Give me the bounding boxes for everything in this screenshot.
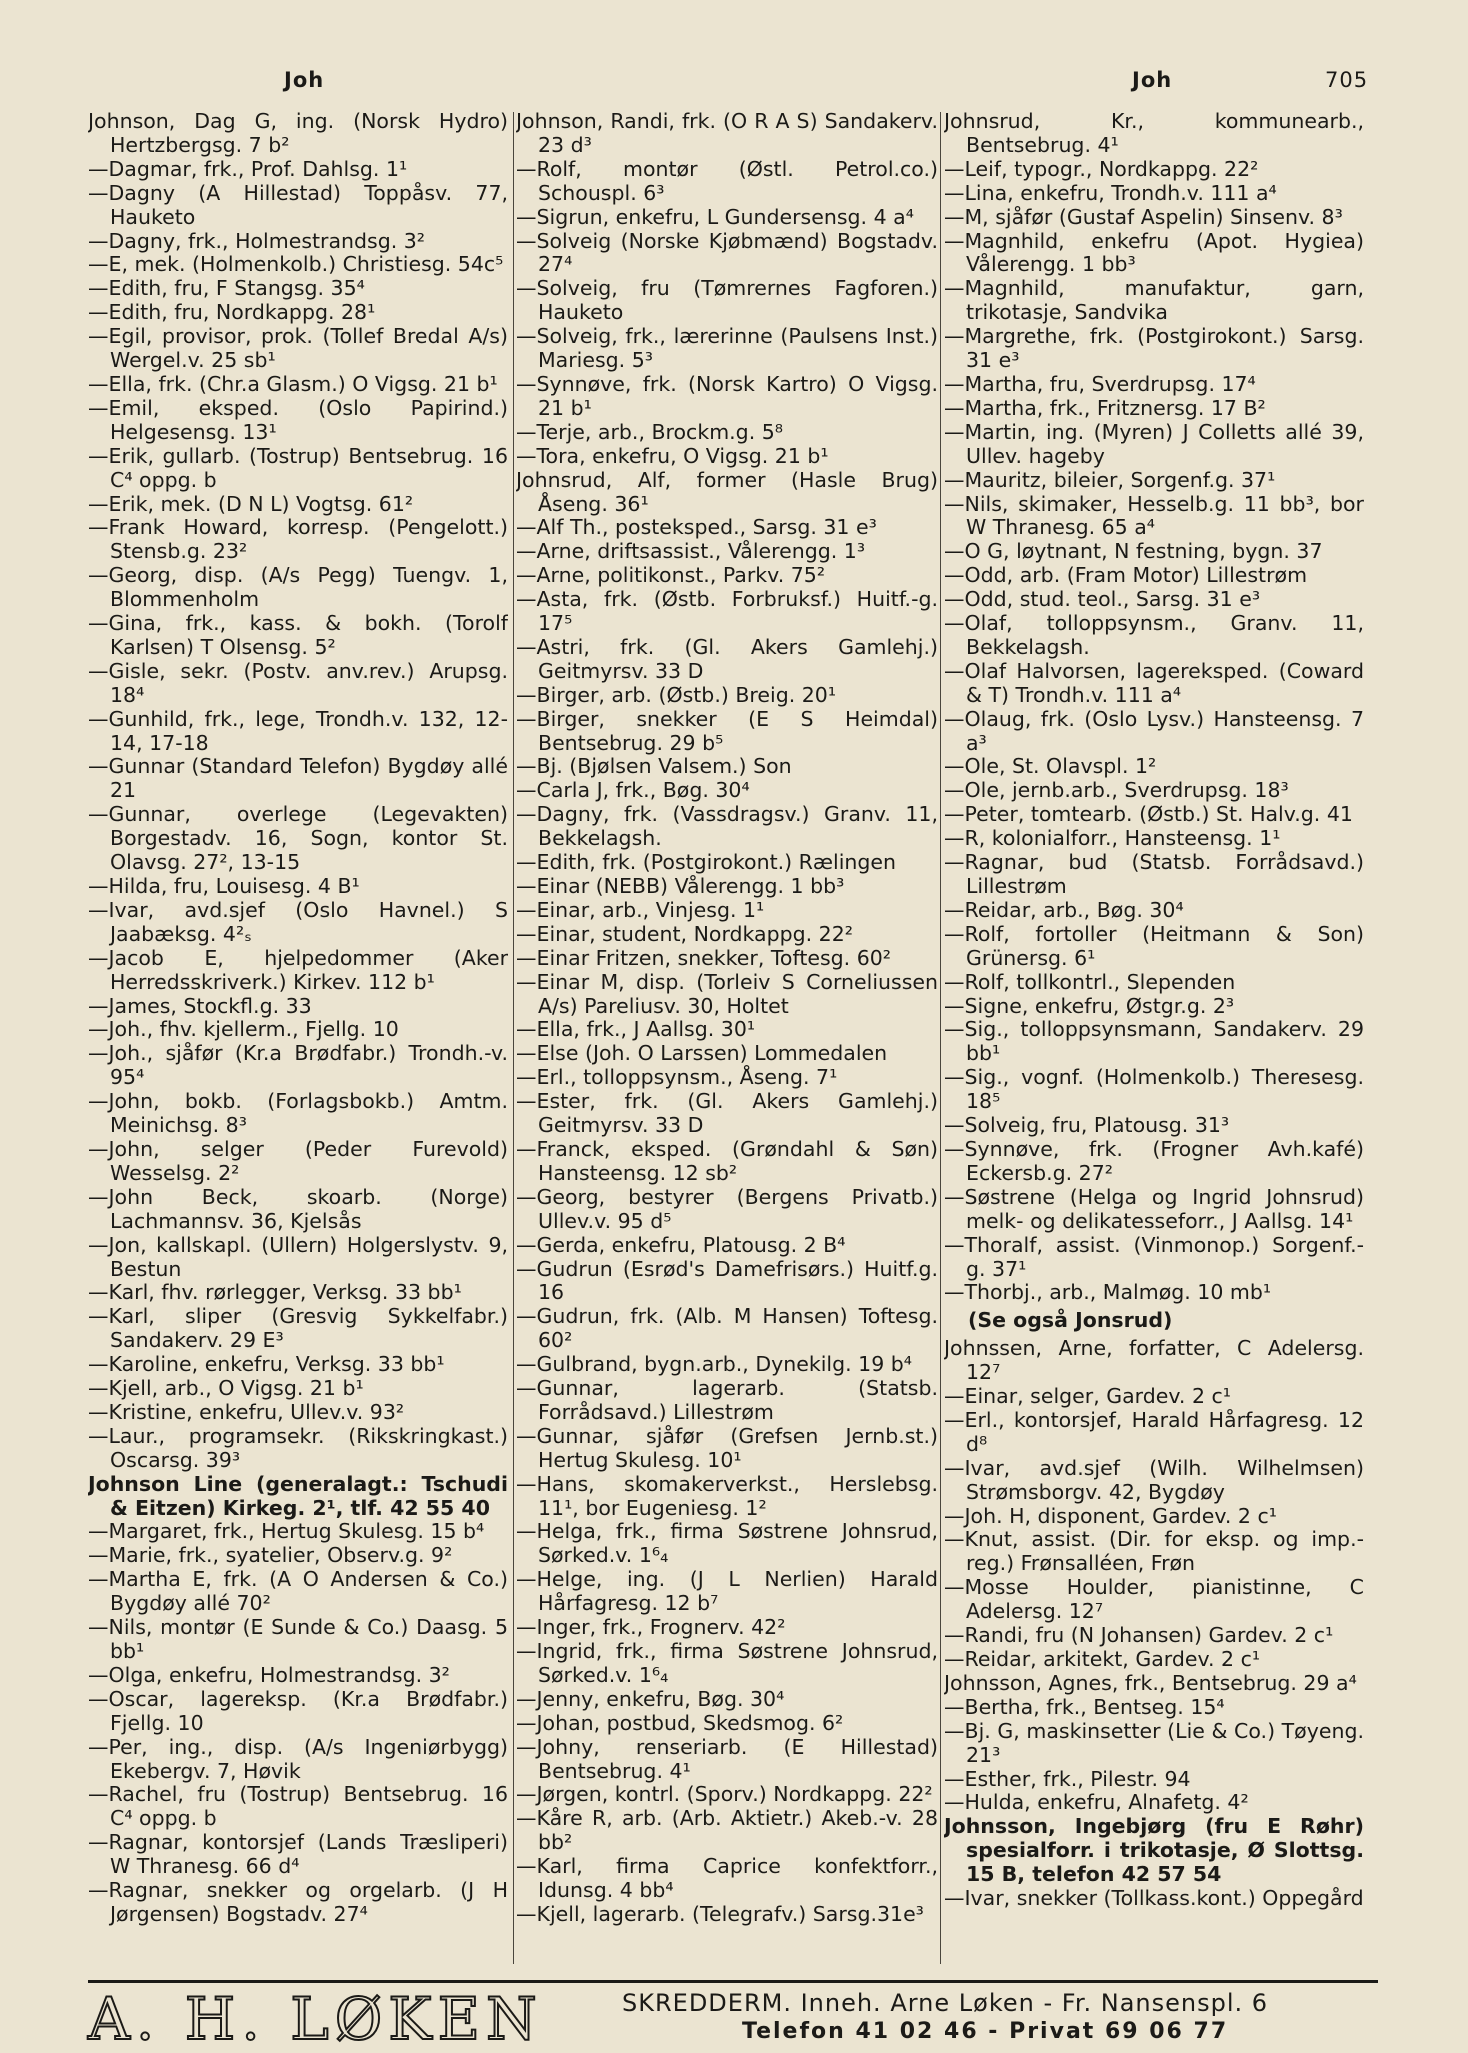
directory-entry: —Hulda, enkefru, Alnafetg. 4²	[944, 1790, 1249, 1815]
directory-entry: Johnsson, Agnes, frk., Bentsebrug. 29 a⁴	[944, 1670, 1357, 1695]
directory-entry: —Birger, snekker (E S Heimdal) Bentsebrug. 29 b⁵	[516, 706, 938, 755]
directory-entry: —Johny, renseriarb. (E Hillestad) Bentsebrug. 4¹	[516, 1734, 938, 1783]
directory-entry: —Rachel, fru (Tostrup) Bentsebrug. 16 C⁴ oppg. b	[88, 1782, 508, 1831]
directory-entry: —Synnøve, frk. (Frogner Avh.kafé) Eckersb.g. 27²	[944, 1136, 1364, 1185]
directory-entry: —Franck, eksped. (Grøndahl & Søn) Hansteensg. 12 sb²	[516, 1136, 938, 1185]
directory-entry: —Edith, fru, Nordkappg. 28¹	[88, 300, 376, 325]
directory-entry: —Kjell, arb., O Vigsg. 21 b¹	[88, 1376, 364, 1401]
directory-entry: —Søstrene (Helga og Ingrid Johnsrud) melk- og delikatesseforr., J Aallsg. 14¹	[944, 1184, 1364, 1233]
directory-entry: —Ivar, snekker (Tollkass.kont.) Oppegård	[944, 1886, 1364, 1911]
cross-reference-note: (Se også Jonsrud)	[968, 1308, 1173, 1333]
directory-entry: —Gudrun, frk. (Alb. M Hansen) Toftesg. 60²	[516, 1304, 938, 1353]
directory-entry: —Birger, arb. (Østb.) Breig. 20¹	[516, 682, 837, 707]
directory-entry: —Ester, frk. (Gl. Akers Gamlehj.) Geitmyrsv. 33 D	[516, 1089, 938, 1138]
directory-entry: —Gina, frk., kass. & bokh. (Torolf Karlsen) T Olsensg. 5²	[88, 611, 508, 659]
directory-entry: —James, Stockfl.g. 33	[88, 993, 312, 1018]
directory-entry: —Solveig, frk., lærerinne (Paulsens Inst.) Mariesg. 5³	[516, 324, 938, 373]
directory-entry: —Oscar, lagereksp. (Kr.a Brødfabr.) Fjellg. 10	[88, 1686, 508, 1735]
column-divider	[940, 112, 941, 1964]
directory-entry: Johnson, Dag G, ing. (Norsk Hydro) Hertzbergsg. 7 b²	[88, 110, 508, 157]
directory-entry: —Knut, assist. (Dir. for eksp. og imp.-reg.) Frønsalléen, Frøn	[944, 1527, 1364, 1576]
directory-entry: —Edith, fru, F Stangsg. 35⁴	[88, 276, 365, 301]
directory-entry: —Ella, frk. (Chr.a Glasm.) O Vigsg. 21 b¹	[88, 371, 498, 396]
directory-entry: —Gunnar, lagerarb. (Statsb. Forrådsavd.) Lillestrøm	[516, 1376, 938, 1424]
directory-entry: —Nils, montør (E Sunde & Co.) Daasg. 5 bb¹	[88, 1615, 508, 1663]
running-head-right: Joh	[1132, 68, 1173, 92]
directory-entry: —Gunnar, overlege (Legevakten) Borgestadv. 16, Sogn, kontor St. Olavsg. 27², 13-15	[88, 802, 508, 875]
directory-entry: —Asta, frk. (Østb. Forbruksf.) Huitf.-g. 17⁵	[516, 587, 938, 636]
directory-entry: —Ivar, avd.sjef (Wilh. Wilhelmsen) Strømsborgv. 42, Bygdøy	[944, 1455, 1364, 1504]
directory-entry: —Rolf, tollkontrl., Slependen	[944, 969, 1236, 994]
directory-entry: —Einar (NEBB) Vålerengg. 1 bb³	[516, 874, 845, 898]
directory-entry: —Olaf Halvorsen, lagereksped. (Coward & T) Trondh.v. 111 a⁴	[944, 658, 1364, 707]
directory-entry: —Hans, skomakerverkst., Herslebsg. 11¹, bor Eugeniesg. 1²	[516, 1471, 938, 1520]
directory-entry: —Inger, frk., Frognerv. 42²	[516, 1615, 786, 1640]
directory-entry: —Odd, stud. teol., Sarsg. 31 e³	[944, 587, 1261, 612]
directory-entry: —Martha, frk., Fritznersg. 17 B²	[944, 395, 1266, 420]
directory-entry: —Else (Joh. O Larssen) Lommedalen	[516, 1041, 888, 1066]
directory-entry: —Einar Fritzen, snekker, Toftesg. 60²	[516, 945, 891, 970]
directory-entry: —Solveig, fru (Tømrernes Fagforen.) Hauketo	[516, 276, 938, 325]
directory-entry: —Erl., kontorsjef, Harald Hårfagresg. 12 d⁸	[944, 1407, 1364, 1456]
directory-entry: —R, kolonialforr., Hansteensg. 1¹	[944, 826, 1281, 851]
column-divider	[513, 112, 514, 1964]
directory-entry: —Jon, kallskapl. (Ullern) Holgerslystv. 9, Bestun	[88, 1232, 508, 1281]
directory-entry: —Rolf, fortoller (Heitmann & Son) Grünersg. 6¹	[944, 921, 1364, 970]
directory-entry: —Jørgen, kontrl. (Sporv.) Nordkappg. 22²	[516, 1782, 933, 1807]
directory-entry: —Joh., fhv. kjellerm., Fjellg. 10	[88, 1017, 399, 1042]
directory-entry: —Martha, fru, Sverdrupsg. 17⁴	[944, 371, 1256, 396]
directory-entry: —Einar M, disp. (Torleiv S Corneliussen A/s) Pareliusv. 30, Holtet	[516, 969, 938, 1018]
directory-entry: —Rolf, montør (Østl. Petrol.co.) Schouspl. 6³	[516, 156, 938, 205]
directory-entry: —Edith, frk. (Postgirokont.) Rælingen	[516, 850, 897, 875]
directory-entry: —Emil, eksped. (Oslo Papirind.) Helgesensg. 13¹	[88, 395, 508, 444]
directory-entry: —Kristine, enkefru, Ullev.v. 93²	[88, 1399, 405, 1424]
directory-entry: —Magnhild, enkefru (Apot. Hygiea) Vålerengg. 1 bb³	[944, 228, 1364, 277]
directory-entry: —Marie, frk., syatelier, Observ.g. 9²	[88, 1543, 453, 1568]
directory-entry: —Dagny (A Hillestad) Toppåsv. 77, Hauketo	[88, 180, 508, 229]
directory-entry: —Margaret, frk., Hertug Skulesg. 15 b⁴	[88, 1519, 485, 1544]
directory-entry: —E, mek. (Holmenkolb.) Christiesg. 54c⁵	[88, 252, 504, 277]
directory-entry: —Reidar, arb., Bøg. 30⁴	[944, 897, 1184, 922]
directory-entry: Johnsrud, Kr., kommunearb., Bentsebrug. 4¹	[944, 110, 1364, 157]
directory-entry: Johnsson, Ingebjørg (fru E Røhr) spesialforr. i trikotasje, Ø Slottsg. 15 B, telefon 42 57 54	[944, 1814, 1364, 1887]
directory-entry: —Einar, selger, Gardev. 2 c¹	[944, 1384, 1231, 1409]
directory-entry: —M, sjåfør (Gustaf Aspelin) Sinsenv. 8³	[944, 204, 1343, 229]
directory-entry: —Bj. G, maskinsetter (Lie & Co.) Tøyeng. 21³	[944, 1718, 1364, 1767]
directory-entry: —Kjell, lagerarb. (Telegrafv.) Sarsg.31e³	[516, 1901, 924, 1926]
directory-entry: —Jenny, enkefru, Bøg. 30⁴	[516, 1686, 785, 1711]
directory-entry: —Magnhild, manufaktur, garn, trikotasje, Sandvika	[944, 276, 1364, 325]
directory-entry: —Egil, provisor, prok. (Tollef Bredal A/s) Wergel.v. 25 sb¹	[88, 324, 508, 373]
directory-entry: —John, bokb. (Forlagsbokb.) Amtm. Meinichsg. 8³	[88, 1089, 508, 1138]
directory-entry: —Olga, enkefru, Holmestrandsg. 3²	[88, 1662, 450, 1687]
directory-entry: —Gunnar, sjåfør (Grefsen Jernb.st.) Hertug Skulesg. 10¹	[516, 1423, 938, 1472]
running-head-left: Joh	[284, 68, 325, 92]
directory-entry: —Margrethe, frk. (Postgirokont.) Sarsg. 31 e³	[944, 324, 1364, 373]
directory-entry: —Ivar, avd.sjef (Oslo Havnel.) S Jaabæksg. 4²ₛ	[88, 897, 508, 946]
directory-entry: —Georg, bestyrer (Bergens Privatb.) Ullev.v. 95 d⁵	[516, 1184, 938, 1233]
directory-column-1	[88, 110, 508, 1970]
directory-entry: —Lina, enkefru, Trondh.v. 111 a⁴	[944, 180, 1277, 205]
directory-entry: —Einar, arb., Vinjesg. 1¹	[516, 897, 765, 922]
directory-entry: —Arne, driftsassist., Vålerengg. 1³	[516, 539, 866, 564]
directory-entry: —Signe, enkefru, Østgr.g. 2³	[944, 993, 1235, 1018]
directory-entry: —Gunhild, frk., lege, Trondh.v. 132, 12-14, 17-18	[88, 706, 508, 755]
directory-entry: —Ragnar, kontorsjef (Lands Træsliperi) W Thranesg. 66 d⁴	[88, 1830, 508, 1879]
directory-entry: —John, selger (Peder Furevold) Wesselsg. 2²	[88, 1136, 508, 1185]
directory-entry: —Frank Howard, korresp. (Pengelott.) Stensb.g. 23²	[88, 515, 508, 564]
directory-entry: —Gisle, sekr. (Postv. anv.rev.) Arupsg. 18⁴	[88, 658, 508, 707]
advertisement-footer	[88, 1980, 1378, 2053]
directory-column-2	[516, 110, 938, 1970]
ad-line-phone: Telefon 41 02 46 - Privat 69 06 77	[742, 2019, 1229, 2044]
directory-entry: —Einar, student, Nordkappg. 22²	[516, 921, 853, 946]
directory-entry: —Erik, mek. (D N L) Vogtsg. 61²	[88, 491, 414, 516]
directory-entry: —Sig., tolloppsynsmann, Sandakerv. 29 bb¹	[944, 1017, 1364, 1066]
directory-entry: —Gudrun (Esrød's Damefrisørs.) Huitf.g. 16	[516, 1256, 938, 1305]
directory-entry: —Tora, enkefru, O Vigsg. 21 b¹	[516, 443, 829, 468]
directory-entry: —Kåre R, arb. (Arb. Aktietr.) Akeb.-v. 28 bb²	[516, 1806, 938, 1855]
directory-entry: —Helge, ing. (J L Nerlien) Harald Hårfagresg. 12 b⁷	[516, 1567, 938, 1616]
directory-entry: —Odd, arb. (Fram Motor) Lillestrøm	[944, 563, 1308, 588]
directory-entry: —Johan, postbud, Skedsmog. 6²	[516, 1710, 844, 1735]
directory-entry: —Peter, tomtearb. (Østb.) St. Halv.g. 41	[944, 802, 1353, 827]
directory-entry: —Erik, gullarb. (Tostrup) Bentsebrug. 16 C⁴ oppg. b	[88, 443, 508, 492]
directory-entry: —Esther, frk., Pilestr. 94	[944, 1766, 1191, 1791]
directory-entry: —Dagmar, frk., Prof. Dahlsg. 1¹	[88, 156, 408, 181]
directory-column-3	[944, 110, 1364, 1970]
directory-entry: —Karl, fhv. rørlegger, Verksg. 33 bb¹	[88, 1280, 462, 1305]
directory-entry: —Erl., tolloppsynsm., Åseng. 7¹	[516, 1065, 838, 1090]
directory-entry: —Ole, St. Olavspl. 1²	[944, 754, 1157, 779]
directory-entry: —Gulbrand, bygn.arb., Dynekilg. 19 b⁴	[516, 1352, 912, 1377]
directory-entry: —Martin, ing. (Myren) J Colletts allé 39, Ullev. hageby	[944, 419, 1364, 468]
directory-entry: —Synnøve, frk. (Norsk Kartro) O Vigsg. 21 b¹	[516, 371, 938, 420]
directory-entry: —Karl, firma Caprice konfektforr., Idunsg. 4 bb⁴	[516, 1854, 938, 1903]
company-logo: A. H. LØKEN	[88, 1985, 543, 2053]
page-number: 705	[1325, 68, 1369, 92]
directory-entry: —Olaf, tolloppsynsm., Granv. 11, Bekkelagsh.	[944, 611, 1364, 659]
directory-entry: —Ragnar, snekker og orgelarb. (J H Jørgensen) Bogstadv. 27⁴	[88, 1878, 508, 1926]
directory-entry: Johnsrud, Alf, former (Hasle Brug) Åseng. 36¹	[516, 467, 938, 516]
directory-entry: —Nils, skimaker, Hesselb.g. 11 bb³, bor W Thranesg. 65 a⁴	[944, 491, 1364, 540]
directory-entry: —Terje, arb., Brockm.g. 5⁸	[516, 419, 783, 444]
directory-entry: —Astri, frk. (Gl. Akers Gamlehj.) Geitmyrsv. 33 D	[516, 634, 938, 683]
directory-entry: —Leif, typogr., Nordkappg. 22²	[944, 156, 1259, 181]
directory-entry: —Solveig (Norske Kjøbmænd) Bogstadv. 27⁴	[516, 228, 938, 277]
directory-entry: —Karoline, enkefru, Verksg. 33 bb¹	[88, 1352, 445, 1377]
directory-entry: —Thoralf, assist. (Vinmonop.) Sorgenf.-g. 37¹	[944, 1232, 1364, 1281]
directory-entry: —Dagny, frk. (Vassdragsv.) Granv. 11, Bekkelagsh.	[516, 802, 938, 851]
directory-entry: —Hilda, fru, Louisesg. 4 B¹	[88, 874, 360, 898]
directory-entry: —Thorbj., arb., Malmøg. 10 mb¹	[944, 1280, 1272, 1305]
directory-entry: —Karl, sliper (Gresvig Sykkelfabr.) Sandakerv. 29 E³	[88, 1304, 508, 1353]
directory-entry: —Mosse Houlder, pianistinne, C Adelersg. 12⁷	[944, 1575, 1364, 1624]
directory-entry: —Solveig, fru, Platousg. 31³	[944, 1113, 1230, 1138]
directory-entry: Johnson, Randi, frk. (O R A S) Sandakerv. 23 d³	[516, 110, 938, 157]
directory-entry: —Georg, disp. (A/s Pegg) Tuengv. 1, Blommenholm	[88, 563, 508, 612]
directory-entry: —Olaug, frk. (Oslo Lysv.) Hansteensg. 7 a³	[944, 706, 1364, 755]
directory-entry: —Joh., sjåfør (Kr.a Brødfabr.) Trondh.-v. 95⁴	[88, 1041, 508, 1090]
directory-entry: —Gunnar (Standard Telefon) Bygdøy allé 21	[88, 754, 508, 803]
directory-entry: —Ingrid, frk., firma Søstrene Johnsrud, Sørked.v. 1⁶₄	[516, 1639, 938, 1687]
directory-entry: Johnssen, Arne, forfatter, C Adelersg. 12⁷	[944, 1336, 1364, 1385]
directory-entry: —Laur., programsekr. (Rikskringkast.) Oscarsg. 39³	[88, 1423, 508, 1472]
directory-entry: —Carla J, frk., Bøg. 30⁴	[516, 778, 750, 803]
directory-entry: Johnson Line (generalagt.: Tschudi & Eitzen) Kirkeg. 2¹, tlf. 42 55 40	[88, 1471, 508, 1520]
directory-entry: —Ole, jernb.arb., Sverdrupsg. 18³	[944, 778, 1289, 803]
directory-entry: —Per, ing., disp. (A/s Ingeniørbygg) Ekebergv. 7, Høvik	[88, 1734, 508, 1783]
directory-entry: —Sig., vognf. (Holmenkolb.) Theresesg. 18⁵	[944, 1065, 1364, 1114]
directory-entry: —Mauritz, bileier, Sorgenf.g. 37¹	[944, 467, 1276, 492]
directory-entry: —John Beck, skoarb. (Norge) Lachmannsv. 36, Kjelsås	[88, 1184, 508, 1233]
directory-entry: —Bj. (Bjølsen Valsem.) Son	[516, 754, 792, 779]
directory-entry: —Randi, fru (N Johansen) Gardev. 2 c¹	[944, 1623, 1334, 1648]
directory-entry: —Reidar, arkitekt, Gardev. 2 c¹	[944, 1647, 1261, 1671]
ad-line-address: SKREDDERM. Inneh. Arne Løken - Fr. Nansenspl. 6	[622, 1989, 1269, 2017]
directory-entry: —Sigrun, enkefru, L Gundersensg. 4 a⁴	[516, 204, 914, 229]
directory-entry: —O G, løytnant, N festning, bygn. 37	[944, 539, 1323, 564]
directory-entry: —Jacob E, hjelpedommer (Aker Herredsskriverk.) Kirkev. 112 b¹	[88, 945, 508, 994]
directory-entry: —Arne, politikonst., Parkv. 75²	[516, 563, 826, 588]
directory-entry: —Martha E, frk. (A O Andersen & Co.) Bygdøy allé 70²	[88, 1567, 508, 1616]
directory-entry: —Ella, frk., J Aallsg. 30¹	[516, 1017, 756, 1042]
directory-entry: —Ragnar, bud (Statsb. Forrådsavd.) Lillestrøm	[944, 850, 1364, 898]
directory-entry: —Bertha, frk., Bentseg. 15⁴	[944, 1694, 1225, 1719]
directory-entry: —Helga, frk., firma Søstrene Johnsrud, Sørked.v. 1⁶₄	[516, 1519, 938, 1568]
directory-entry: —Dagny, frk., Holmestrandsg. 3²	[88, 228, 426, 253]
directory-entry: —Joh. H, disponent, Gardev. 2 c¹	[944, 1503, 1277, 1528]
directory-entry: —Alf Th., posteksped., Sarsg. 31 e³	[516, 515, 877, 540]
directory-entry: —Gerda, enkefru, Platousg. 2 B⁴	[516, 1232, 846, 1257]
